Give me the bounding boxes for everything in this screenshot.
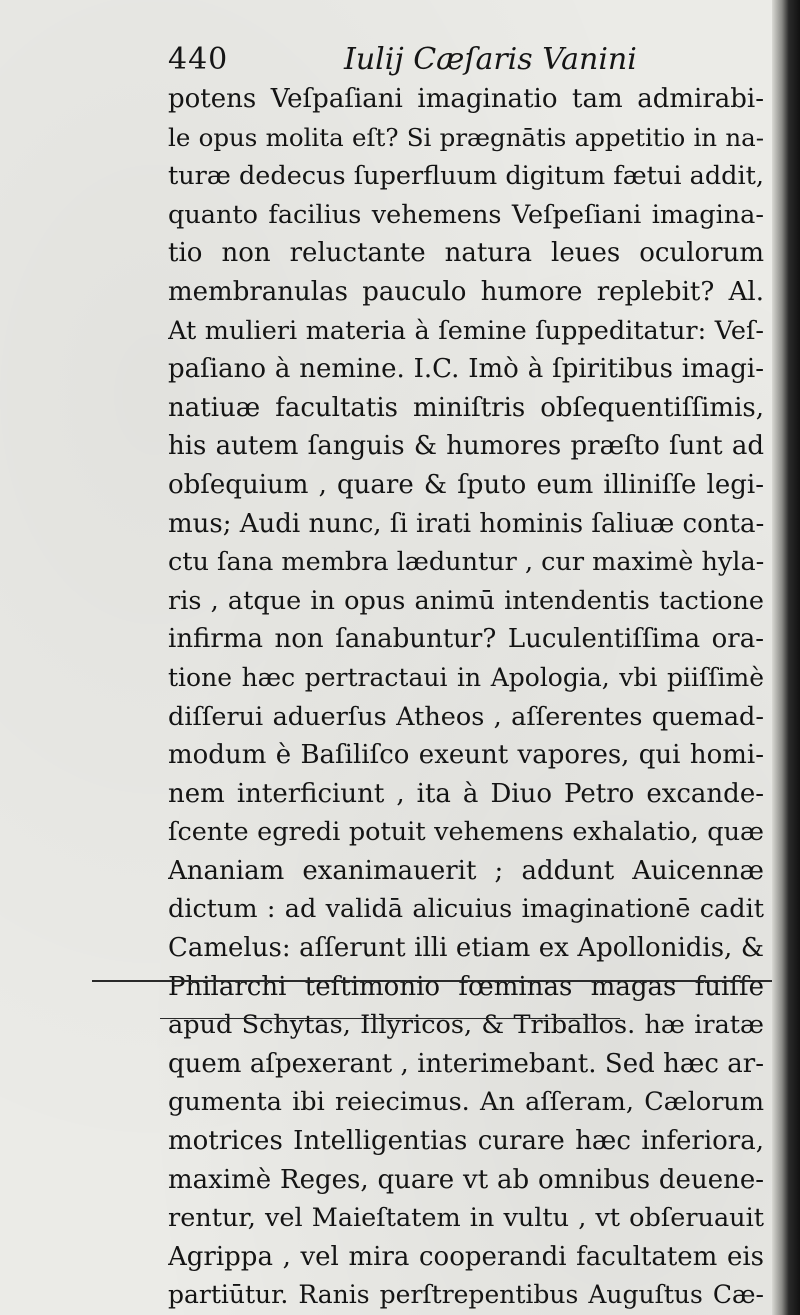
text-line: partiūtur. Ranis perſtrepentibus Auguſtus Cæ-: [168, 1280, 764, 1310]
text-line: natiuæ facultatis miniſtris obſequentiſſimis,: [168, 392, 764, 423]
text-line: tione hæc pertractaui in Apologia, vbi piiſſimè: [168, 662, 764, 692]
text-line: At mulieri materia à ſemine ſuppeditatur: Veſ-: [168, 315, 764, 346]
text-line: Ananiam exanimauerit ; addunt Auicennæ: [168, 855, 764, 886]
text-line: ris , atque in opus animū intendentis tactione: [168, 585, 764, 616]
text-line: quanto facilius vehemens Veſpeſiani imagina-: [168, 199, 764, 230]
text-line: ctu ſana membra læduntur , cur maximè hyla-: [168, 547, 764, 578]
underline-rule: [92, 980, 772, 982]
text-line: motrices Intelligentias curare hæc inferiora,: [168, 1126, 764, 1157]
text-line: turæ dedecus ſuperfluum digitum fætui addit,: [168, 161, 764, 192]
page-number: 440: [168, 42, 229, 77]
text-line: maximè Reges, quare vt ab omnibus deuene-: [168, 1164, 764, 1195]
text-line: nem interficiunt , ita à Diuo Petro excande-: [168, 778, 764, 809]
text-line: modum è Baſiliſco exeunt vapores, qui homi-: [168, 740, 764, 771]
running-head: Iulij Cæſaris Vanini: [344, 42, 637, 77]
text-line: mus; Audi nunc, ſi irati hominis ſaliuæ conta-: [168, 508, 764, 539]
page-gutter-shadow: [772, 0, 800, 1315]
text-line: infirma non ſanabuntur? Luculentiſſima ora-: [168, 624, 764, 655]
text-line: apud Schytas, Illyricos, & Triballos. hæ iratæ: [168, 1010, 764, 1041]
body-text: [168, 80, 764, 1315]
text-line: Agrippa , vel mira cooperandi facultatem eis: [168, 1241, 764, 1272]
text-line: gumenta ibi reiecimus. An aſſeram, Cælorum: [168, 1087, 764, 1118]
text-line: Camelus: aſſerunt illi etiam ex Apollonidis, &: [168, 933, 764, 964]
text-line: dictum : ad validā alicuius imaginationē cadit: [168, 894, 764, 925]
text-line: paſiano à nemine. I.C. Imò à ſpiritibus imagi-: [168, 354, 764, 385]
text-line: membranulas pauculo humore replebit? Al.: [168, 276, 764, 307]
text-line: ſcente egredi potuit vehemens exhalatio, quæ: [168, 817, 764, 848]
text-line: diſſerui aduerſus Atheos , aſſerentes quemad-: [168, 701, 764, 732]
text-line: le opus molita eſt? Si prægnātis appetitio in na-: [168, 122, 764, 152]
underline-rule: [160, 1018, 620, 1019]
text-line: quem aſpexerant , interimebant. Sed hæc ar-: [168, 1048, 764, 1079]
text-line: tio non reluctante natura leues oculorum: [168, 238, 764, 269]
text-line: his autem ſanguis & humores præſto ſunt ad: [168, 431, 764, 462]
text-line: obſequium , quare & ſputo eum illiniſſe legi-: [168, 469, 764, 500]
text-line: Philarchi teſtimonio fœminas magas fuiſſe: [168, 971, 764, 1002]
text-line: potens Veſpaſiani imaginatio tam admirabi-: [168, 84, 764, 114]
text-line: rentur, vel Maieſtatem in vultu , vt obſeruauit: [168, 1203, 764, 1234]
page-header: [168, 40, 638, 84]
